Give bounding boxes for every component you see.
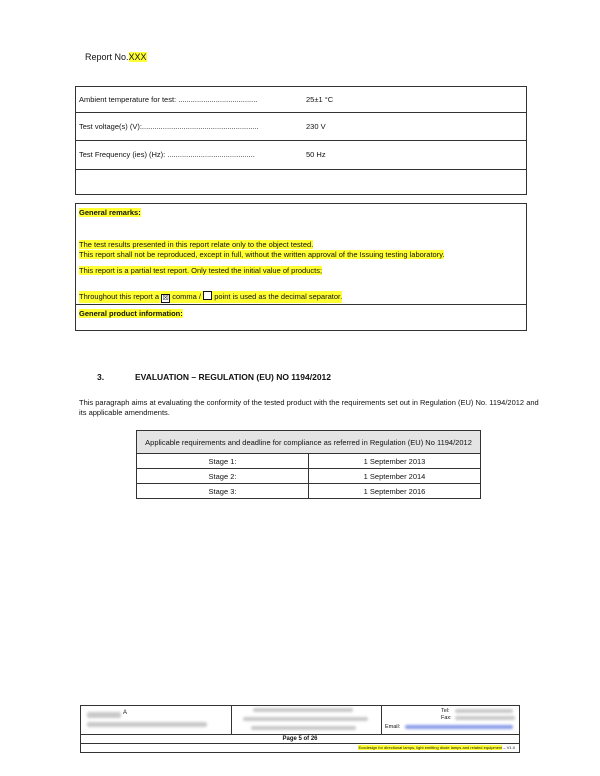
point-checkbox-unchecked[interactable] <box>203 291 212 300</box>
ambient-temp-label: Ambient temperature for test: ...................................... <box>79 95 258 104</box>
redacted-company-address <box>87 722 207 727</box>
redacted-email-link[interactable] <box>405 725 513 729</box>
report-number-label: Report No. <box>85 52 129 62</box>
table-row <box>137 454 481 469</box>
general-product-info-heading: General product information: <box>79 309 183 318</box>
remark-line-3: This report is a partial test report. Only tested the initial value of products; <box>79 266 323 275</box>
test-frequency-label: Test Frequency (ies) (Hz): .......................................... <box>79 150 255 159</box>
redacted-fax <box>455 716 515 720</box>
table-row <box>137 484 481 499</box>
divider <box>76 304 526 305</box>
separator-prefix: Throughout this report a <box>79 292 160 301</box>
table-header: Applicable requirements and deadline for compliance as referred in Regulation (EU) No 1194/2012 <box>137 431 481 454</box>
report-number-line <box>85 52 147 62</box>
footer-company-cell <box>81 706 232 734</box>
table-row <box>137 469 481 484</box>
test-conditions-box <box>75 86 527 195</box>
remark-line-1: The test results presented in this report relate only to the object tested. <box>79 240 314 249</box>
comma-checkbox-checked[interactable]: ☒ <box>162 295 169 302</box>
redacted-company-name <box>87 712 121 718</box>
ecodesign-text: Ecodesign for directional lamps, light emitting diode lamps and related equipment <box>358 745 503 750</box>
section-number: 3. <box>97 372 105 382</box>
general-remarks-heading: General remarks: <box>79 208 141 217</box>
stage-cell: Stage 2: <box>137 469 309 484</box>
ambient-temp-value: 25±1 °C <box>306 95 334 104</box>
test-condition-row <box>76 113 526 141</box>
date-cell: 1 September 2014 <box>309 469 481 484</box>
test-voltage-label: Test voltage(s) (V):........................................................ <box>79 122 259 131</box>
test-voltage-value: 230 V <box>306 122 326 131</box>
redacted-address-line-3 <box>251 726 356 730</box>
divider <box>81 734 519 735</box>
page-number: Page 5 of 26 <box>282 736 318 742</box>
email-label: Email: <box>385 724 401 730</box>
divider <box>81 743 519 744</box>
date-cell: 1 September 2016 <box>309 484 481 499</box>
company-suffix: A <box>123 710 128 716</box>
footer-address-cell <box>231 706 382 734</box>
general-remarks-box <box>75 203 527 331</box>
redacted-address-line-1 <box>253 708 353 712</box>
separator-suffix: point is used as the decimal separator. <box>214 292 343 301</box>
separator-middle: comma / <box>172 292 201 301</box>
redacted-tel <box>455 709 513 713</box>
stages-table <box>136 430 481 499</box>
section-title: EVALUATION – REGULATION (EU) NO 1194/2012 <box>135 372 332 382</box>
date-cell: 1 September 2013 <box>309 454 481 469</box>
report-number-value: XXX <box>128 52 147 62</box>
empty-row <box>76 170 526 194</box>
footer-contact-cell <box>381 706 519 734</box>
page-footer <box>80 705 520 753</box>
table-header-row <box>137 431 481 454</box>
remark-line-2: This report shall not be reproduced, except in full, without the written approval of the Issuing testing laboratory. <box>79 250 445 259</box>
test-condition-row <box>76 141 526 170</box>
section-paragraph: This paragraph aims at evaluating the conformity of the tested product with the requirements set out in Regulation (EU) No. 1194/2012 and its applicable amendments. <box>79 398 539 417</box>
fax-label: Fax: <box>441 715 452 721</box>
test-frequency-value: 50 Hz <box>306 150 326 159</box>
redacted-address-line-2 <box>243 717 368 721</box>
version-text: – V1.0 <box>502 745 515 750</box>
tel-label: Tel: <box>441 708 450 714</box>
stage-cell: Stage 1: <box>137 454 309 469</box>
footer-ecodesign-line <box>358 745 515 750</box>
stage-cell: Stage 3: <box>137 484 309 499</box>
test-condition-row <box>76 87 526 113</box>
decimal-separator-line <box>79 291 342 303</box>
